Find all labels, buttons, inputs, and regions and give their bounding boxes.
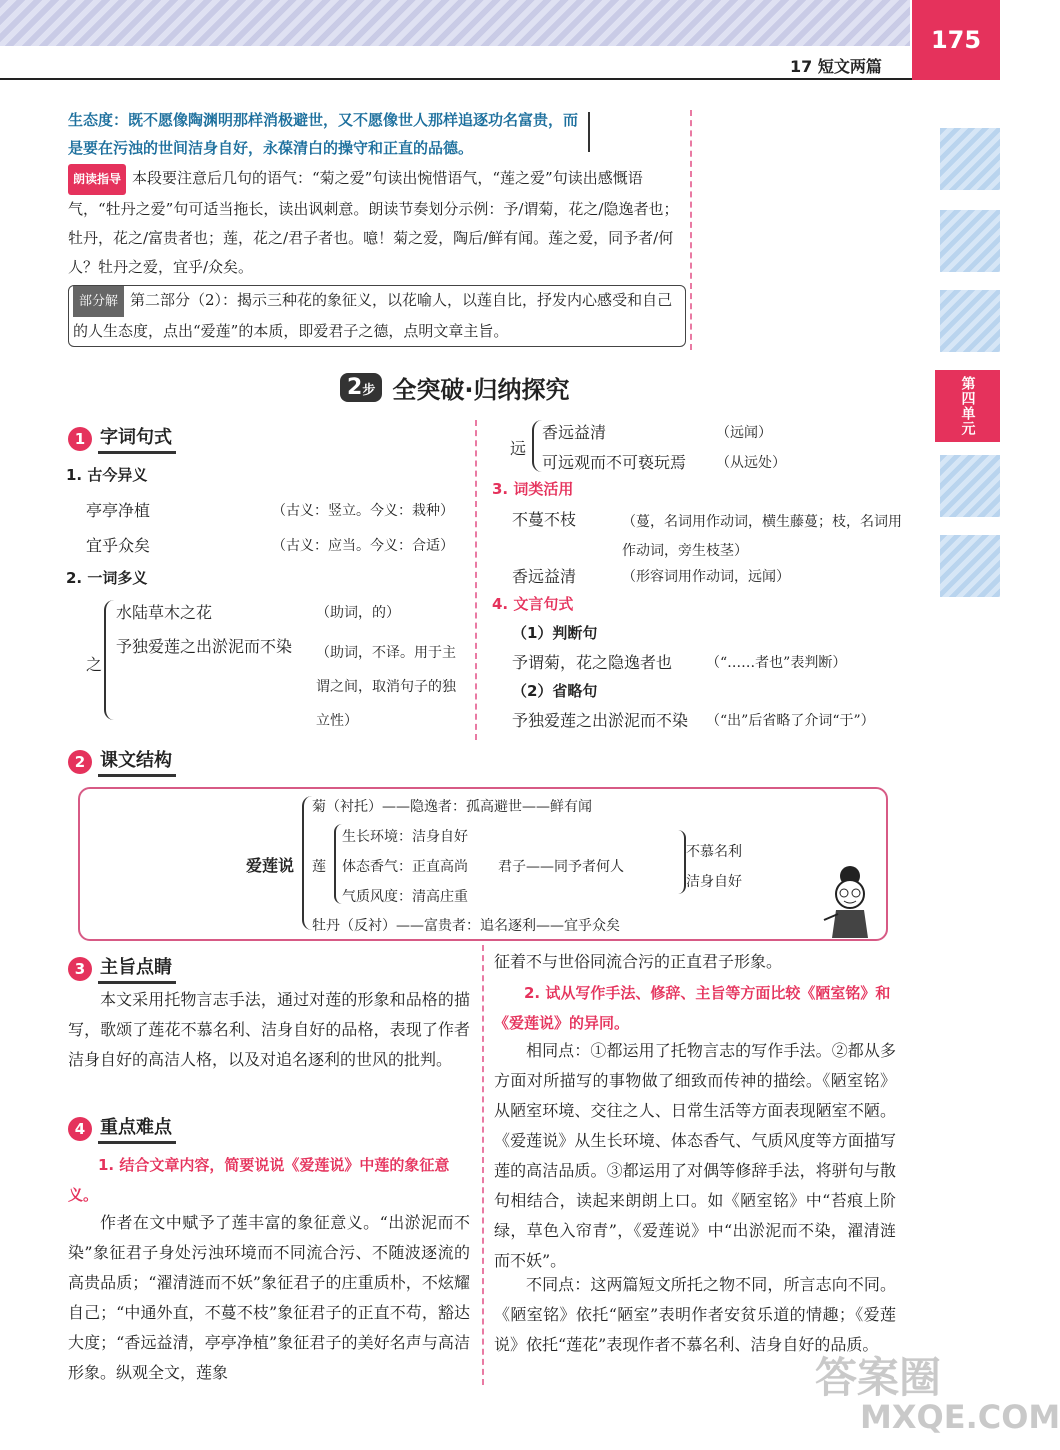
dashed-divider [475, 420, 477, 740]
example: 予独爱莲之出淤泥而不染 [512, 711, 689, 730]
side-tab[interactable] [940, 455, 1000, 517]
example-note: （助词，不译。用于主谓之间，取消句子的独立性） [316, 645, 456, 729]
page-number: 175 [912, 0, 1000, 80]
question-2: 2. 试从写作手法、修辞、主旨等方面比较《陋室铭》和《爱莲说》的异同。 [494, 984, 891, 1032]
example: 水陆草木之花 [116, 603, 213, 622]
bracket [582, 112, 590, 152]
answer-2-same: 相同点：①都运用了托物言志的写作手法。②都从多方面对所描写的事物做了细致而传神的描绘。《陋室铭》从陋室环境、交往之人、日常生活等方面表现陋室不陋。《爱莲说》从生长环境、体态香气、气质风度等方面描写莲的高洁品质。③都运用了对偶等修辞手法，将骈句与散句相结合，读起来朗朗上口。如《陋室铭》中“苔痕上阶绿，草色入帘青”，《爱莲说》中“出淤泥而不染，濯清涟而不妖”。 [494, 1041, 896, 1270]
answer-1: 作者在文中赋予了莲丰富的象征意义。“出淤泥而不染”象征君子身处污浊环境而不同流合污、不随波逐流的高贵品质；“濯清涟而不妖”象征君子的庄重质朴，不炫耀自己；“中通外直，不蔓不枝”象征君子的正直不苟，豁达大度；“香远益清，亭亭净植”象征君子的美好名声与高洁形象。纵观全文，莲象 [68, 1213, 470, 1382]
header-band [0, 0, 910, 46]
chapter-title: 17 短文两篇 [790, 57, 882, 76]
brace [334, 824, 342, 904]
part-analysis-text: 第二部分（2）：揭示三种花的象征义，以花喻人，以莲自比，抒发内心感受和自己的人生态度，点出“爱莲”的本质，即爱君子之德，点明文章主旨。 [73, 291, 673, 340]
section-1-title: 1 字词句式 [68, 423, 176, 454]
section-heading-text: 全突破·归纳探究 [392, 376, 570, 404]
header-rule [0, 78, 915, 80]
example: 可远观而不可亵玩焉 [542, 453, 687, 472]
term: 不蔓不枝 [512, 510, 577, 529]
term-note: （古义：竖立。今义：栽种） [272, 503, 454, 519]
example-note: （从远处） [716, 455, 786, 471]
question-1: 1. 结合文章内容，简要说说《爱莲说》中莲的象征意义。 [68, 1156, 450, 1204]
unit-tab-active[interactable]: 第四单元 [935, 370, 1000, 442]
part-analysis-box [68, 285, 686, 347]
brace [678, 830, 686, 894]
answer-1-continued: 征着不与世俗同流合污的正直君子形象。 [494, 952, 783, 971]
heading-sentence-pattern: 4. 文言句式 [492, 595, 574, 613]
watermark-logo: 答案圈 [815, 1353, 942, 1402]
polysemy-word: 之 [86, 655, 103, 674]
structure-root: 爱莲说 [246, 856, 295, 875]
subheading: （1）判断句 [512, 624, 598, 642]
term: 香远益清 [512, 567, 577, 586]
example-note: （助词，的） [316, 605, 400, 621]
side-tab[interactable] [940, 128, 1000, 190]
term: 宜乎众矣 [86, 536, 151, 555]
structure-lian-item: 气质风度：清高庄重 [342, 889, 468, 905]
theme-paragraph: 本文采用托物言志手法，通过对莲的形象和品格的描写，歌颂了莲花不慕名利、洁身自好的品格，表现了作者洁身自好的高洁人格，以及对追名逐利的世风的批判。 [68, 990, 470, 1069]
structure-lian-item: 生长环境：洁身自好 [342, 829, 468, 845]
example: 予谓菊，花之隐逸者也 [512, 653, 673, 672]
term-note: （形容词用作动词，远闻） [622, 569, 790, 585]
term-note: （古义：应当。今义：合适） [272, 538, 454, 554]
example-note: （“出”后省略了介词“于”） [706, 713, 875, 729]
structure-ju: 菊（衬托）——隐逸者：孤高避世——鲜有闻 [312, 799, 592, 815]
structure-lian-item: 体态香气：正直高尚 [342, 859, 468, 875]
watermark-url: MXQE.COM [860, 1398, 1060, 1436]
side-tab[interactable] [940, 535, 1000, 597]
brace [104, 600, 114, 720]
heading-word-class: 3. 词类活用 [492, 480, 574, 498]
section-4-title: 4 重点难点 [68, 1113, 176, 1144]
heading-polysemy: 2. 一词多义 [66, 569, 148, 587]
structure-lian-right: 洁身自好 [686, 874, 742, 890]
example-note: （远闻） [716, 425, 772, 441]
answer-2-diff: 不同点：这两篇短文所托之物不同，所言志向不同。《陋室铭》依托“陋室”表明作者安贫乐道的情趣；《爱莲说》依托“莲花”表现作者不慕名利、洁身自好的品质。 [494, 1275, 896, 1354]
polysemy-word: 远 [510, 439, 527, 458]
example-note: （“……者也”表判断） [706, 655, 847, 671]
section-2-title: 2 课文结构 [68, 746, 176, 777]
structure-lian-mid: 君子——同予者何人 [498, 859, 624, 875]
side-tab[interactable] [940, 290, 1000, 352]
structure-lian: 莲 [312, 859, 326, 875]
term-note: （蔓，名词用作动词，横生藤蔓；枝，名词用作动词，旁生枝茎） [622, 514, 902, 559]
attitude-text: 生态度：既不愿像陶渊明那样消极避世，又不愿像世人那样追逐功名富贵，而是要在污浊的世间洁身自好，永葆清白的操守和正直的品德。 [68, 111, 579, 157]
part-analysis-label: 部分解 [73, 286, 124, 317]
structure-lian-right: 不慕名利 [686, 844, 742, 860]
reading-guide-label: 朗读指导 [68, 164, 126, 195]
reading-guide-text: 本段要注意后几句的语气：“菊之爱”句读出惋惜语气，“莲之爱”句读出感慨语气，“牡丹之爱”句可适当拖长，读出讽刺意。朗读节奏划分示例：予/谓菊，花之/隐逸者也；牡丹，花之/富贵者也；莲，花之/君子者也。噫！菊之爱，陶后/鲜有闻。莲之爱，同予者/何人？牡丹之爱，宜乎/众矣。 [68, 169, 679, 276]
mascot-illustration [822, 862, 878, 940]
brace [532, 420, 542, 472]
step-badge: 2步 [340, 373, 382, 402]
section-heading [340, 370, 569, 405]
subheading: （2）省略句 [512, 682, 598, 700]
example: 香远益清 [542, 423, 607, 442]
dashed-divider [690, 110, 692, 350]
side-tab[interactable] [940, 210, 1000, 272]
section-3-title: 3 主旨点睛 [68, 953, 176, 984]
dashed-divider [482, 945, 484, 1385]
heading-ancient-modern: 1. 古今异义 [66, 466, 148, 484]
reading-guide [68, 164, 680, 282]
brace [302, 796, 312, 930]
example: 予独爱莲之出淤泥而不染 [116, 637, 293, 656]
structure-mudan: 牡丹（反衬）——富贵者：追名逐利——宜乎众矣 [312, 918, 620, 934]
term: 亭亭净植 [86, 501, 151, 520]
